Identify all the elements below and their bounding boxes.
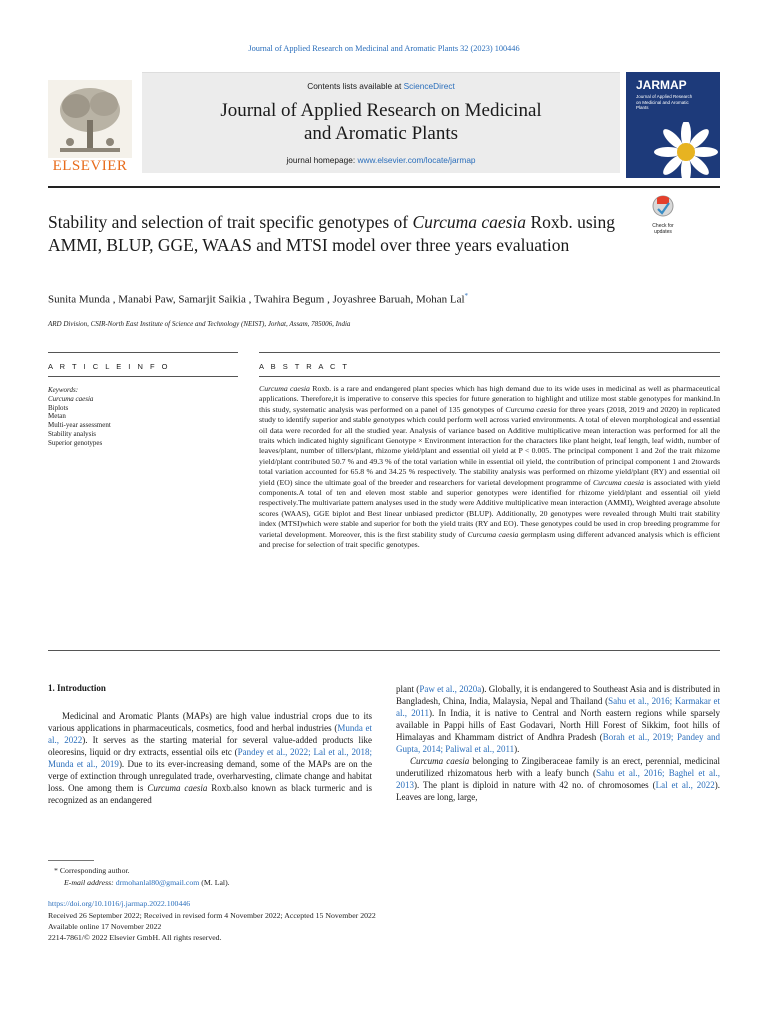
affiliation: ARD Division, CSIR-North East Institute of Science and Technology (NEIST), Jorhat, Assam, 785006, India (48, 320, 351, 328)
abstract-text (259, 384, 720, 551)
elsevier-logo[interactable] (48, 80, 132, 176)
abstract-species: Curcuma caesia (505, 404, 557, 414)
doi-link[interactable] (48, 899, 190, 909)
abstract-segment: germplasm using different advanced analysis which is efficient and precise for selection of trait specific genotypes. (259, 529, 721, 550)
text-segment: Roxb.also known as black turmeric and is recognized as an endangered (48, 783, 372, 805)
keyword-item: Stability analysis (48, 429, 97, 438)
abstract-heading: A B S T R A C T (259, 362, 350, 371)
citation-link[interactable]: Munda et al., 2022 (48, 723, 372, 745)
text-segment: belonging to Zingiberaceae family is an erect, perennial, medicinal underutilized rhizomatous herb with a leafy bunch ( (396, 756, 720, 778)
check-updates-line1: Check for (652, 223, 674, 229)
daisy-icon (646, 122, 720, 178)
journal-header (48, 72, 720, 178)
title-part2: Roxb. using AMMI, BLUP, GGE, WAAS and MTSI model over three years evaluation (48, 212, 616, 255)
check-updates-label (646, 223, 680, 235)
paper-title (48, 211, 618, 257)
check-updates-line2: updates (654, 229, 672, 235)
cover-subtitle: Journal of Applied Research on Medicinal and Aromatic Plants (636, 94, 693, 110)
keyword-item: Curcuma caesia (48, 394, 94, 403)
check-updates-icon (646, 194, 680, 218)
article-info-rule (48, 352, 238, 353)
text-segment: plant ( (396, 684, 420, 694)
title-part1: Stability and selection of trait specific genotypes of (48, 212, 413, 232)
journal-title: Journal of Applied Research on Medicinal and Aromatic Plants (220, 100, 542, 144)
cover-title: JARMAP (636, 78, 687, 92)
homepage-prefix: journal homepage: (286, 155, 358, 165)
keyword-item: Superior genotypes (48, 438, 103, 447)
abstract-bottom-rule (48, 650, 720, 651)
copyright: 2214-7861/© 2022 Elsevier GmbH. All rights reserved. (48, 933, 222, 942)
citation-link[interactable]: Borah et al., 2019; Pandey and Gupta, 2014; Paliwal et al., 2011 (396, 732, 720, 754)
intro-heading: 1. Introduction (48, 683, 106, 693)
keyword-item: Biplots (48, 403, 69, 412)
text-segment: ). It serves as the starting material for several value-added products like oleoresins, liquid or dry extracts, essential oils etc ( (48, 735, 373, 757)
abstract-species: Curcuma caesia (467, 529, 519, 539)
title-species: Curcuma caesia (412, 212, 527, 232)
text-segment: ). Due to its ever-increasing demand, some of the MAPs are on the verge of extinction through unregulated trade, overharvesting, climate change and habitat loss. One among them is (48, 759, 372, 793)
publisher-name: ELSEVIER (52, 158, 128, 174)
abstract-rule (259, 352, 720, 353)
author-mark[interactable]: * (464, 292, 469, 300)
abstract-rule-2 (259, 376, 720, 377)
email-line (64, 878, 230, 888)
citation-link[interactable]: Paw et al., 2020a (419, 684, 482, 694)
citation-link[interactable]: Sahu et al., 2016; Karmakar et al., 2011 (396, 696, 720, 718)
article-info-heading: A R T I C L E I N F O (48, 362, 170, 371)
text-segment: ). (514, 744, 520, 754)
text-segment: Medicinal and Aromatic Plants (MAPs) are high value industrial crops due to its various applications in pharmaceuticals, cosmetics, food and herbal industries ( (48, 711, 372, 733)
journal-info-box (142, 72, 620, 173)
footnote-rule (48, 860, 94, 861)
text-segment: ). The plant is diploid in nature with 42 no. of chromosomes ( (414, 780, 656, 790)
intro-column-left (48, 710, 372, 806)
abstract-species: Curcuma caesia (259, 384, 310, 393)
keyword-item: Multi-year assessment (48, 421, 111, 430)
text-segment: ). Leaves are long, large, (396, 780, 721, 802)
abstract-segment: is associated with yield components.A total of ten and eleven most stable and superior genotypes were identified for rhizome yield/plant and essential oil yield respectively.The multivariate pattern analyses used in the study were Additive multiplicative mean interaction (AMMI), Weighted average absolute scores (WAAS), GGE biplot and Best linear unbiased predictor (BLUP). Additionally, 20 genotypes were revealed through Multi trait stability index (MTSI)which were stable and superior for both the yield traits (RY and EO). These genotypes could be used in crop breeding programme for varietal development. Moreover, this is the first stability study of (259, 477, 720, 539)
intro-column-right (396, 683, 720, 803)
keyword-item: Metan (48, 412, 66, 421)
doi-text[interactable]: https://doi.org/10.1016/j.jarmap.2022.100446 (48, 899, 191, 908)
abstract-species: Curcuma caesia (592, 477, 644, 487)
abstract-segment: for three years (2018, 2019 and 2020) in replicated study to identify superior and stable genotypes which could perform well across varied environments. A total of eleven morphological and essential oil data were recorded for all the studied year. Analysis of variance based on Additive multiplicative mean interaction was performed for all the traits which indicated highly significant Genotype × Environment interaction for the characters like plant height, leaf length, leaf width, number of leaves/plant, number of tillers/plant, rhizome yield/plant and essential oil yield at P < 0.005. The principal component 1 and 2of the trait rhizome yield/plant contributed 50.7 % and 49.3 % of the total variation while in essential oil yield, the contribution of principal component 1 and 2towards total variation accounted for 65.8 % and 34.25 % respectively. The stability analysis was performed on rhizome yield/plant (RY) and essential oil yield (EO) since the ultimate goal of the breeder and researchers for varietal development programme of (259, 404, 720, 487)
authors-text: Sunita Munda , Manabi Paw, Samarjit Saikia , Twahira Begum , Joyashree Baruah, Mohan Lal (48, 293, 465, 306)
species-name: Curcuma caesia (147, 783, 208, 793)
article-info-rule-2 (48, 376, 238, 377)
contents-prefix: Contents lists available at (307, 81, 404, 91)
keywords-block (48, 386, 238, 448)
intro-paragraph (396, 683, 720, 755)
email-label: E-mail address: (64, 878, 116, 887)
citation-link[interactable]: Sahu et al., 2016; Baghel et al., 2013 (396, 768, 720, 790)
abstract-segment: Roxb. is a rare and endangered plant species which has high demand due to its wide uses in medicinal as well as pharmaceutical applications. Therefore,it is imperative to conserve this species for future generation to highlight and utilize most stable genotypes for mankind.In this study, systematic analysis was performed on a panel of 135 genotypes of (259, 384, 720, 414)
available-online: Available online 17 November 2022 (48, 922, 162, 931)
running-head[interactable]: Journal of Applied Research on Medicinal and Aromatic Plants 32 (2023) 100446 (248, 44, 520, 53)
sciencedirect-link[interactable]: ScienceDirect (403, 81, 455, 91)
species-name: Curcuma caesia (410, 756, 470, 766)
journal-cover[interactable] (626, 72, 720, 178)
corresponding-author-note: * Corresponding author. (54, 866, 130, 875)
author-list (48, 292, 468, 306)
citation-link[interactable]: Pandey et al., 2022; Lal et al., 2018; Munda et al., 2019 (48, 747, 373, 769)
homepage-link[interactable]: www.elsevier.com/locate/jarmap (357, 155, 476, 165)
received-dates: Received 26 September 2022; Received in revised form 4 November 2022; Accepted 15 November 2022 (48, 911, 376, 920)
email-link[interactable]: drmohanlal80@gmail.com (115, 878, 200, 887)
header-rule (48, 186, 720, 188)
text-segment: ). Globally, it is endangered to Southeast Asia and is distributed in Bangladesh, China, India, Malaysia, Nepal and Thailand ( (396, 684, 721, 706)
intro-paragraph (396, 755, 720, 803)
homepage-line (142, 155, 620, 165)
contents-line (142, 81, 620, 91)
keywords-label: Keywords: (48, 386, 79, 394)
text-segment: ). In India, it is native to Central and North eastern regions while sparsely available in Pappi hills of East Godavari, North Hill Forest of Sikkim, foot hills of Himalayas and Khammam district of Andhra Pradesh ( (396, 708, 720, 742)
intro-paragraph (48, 710, 372, 806)
check-for-updates-button[interactable] (646, 194, 680, 235)
citation-link[interactable]: Lal et al., 2022 (655, 780, 715, 790)
email-suffix: (M. Lal). (199, 878, 230, 887)
